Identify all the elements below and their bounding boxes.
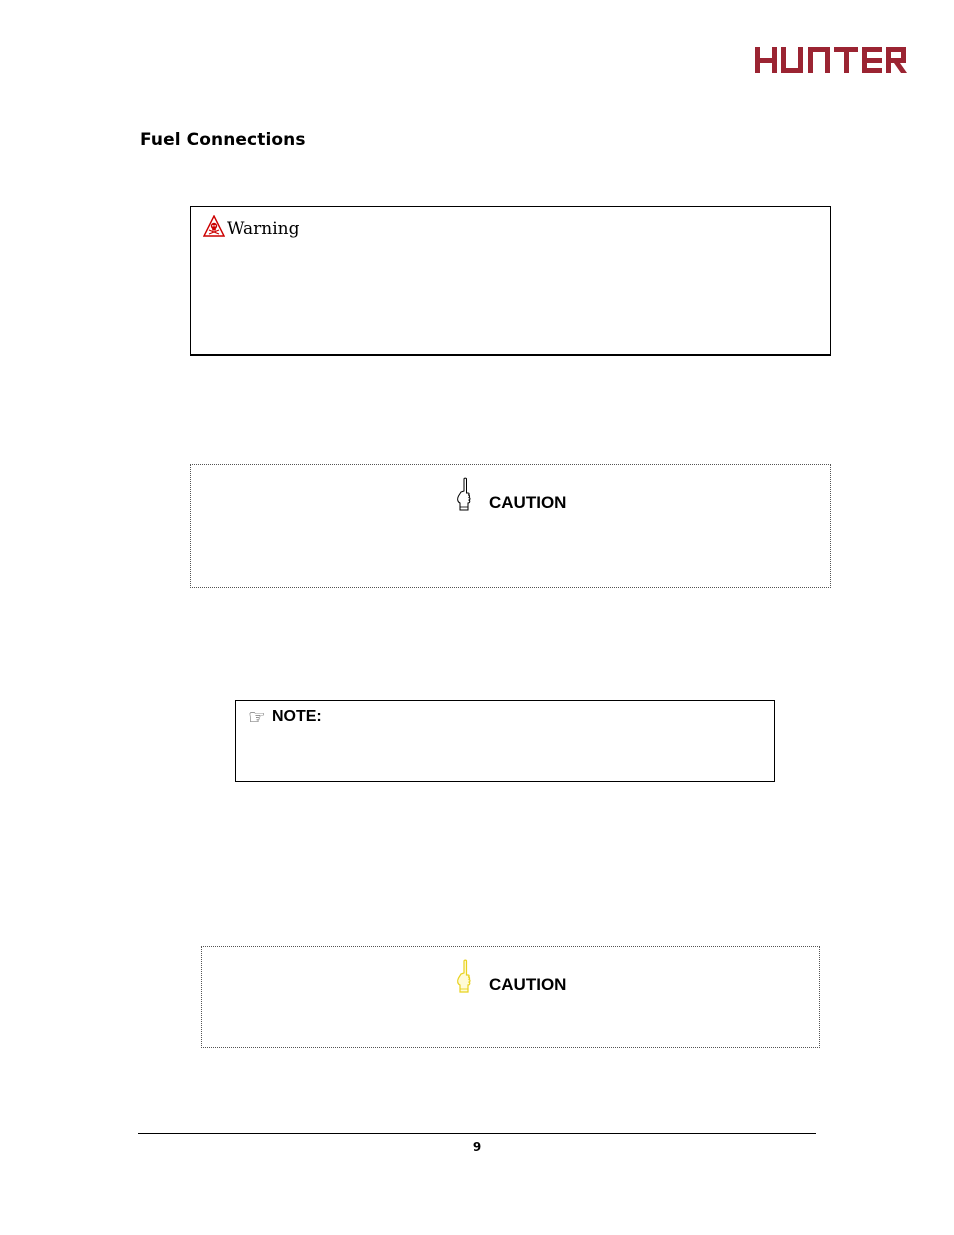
caution-box [190,464,831,588]
warning-header [203,215,299,239]
skull-warning-icon [203,215,225,239]
note-label: NOTE: [271,708,322,725]
pointing-finger-icon: ☞ [248,705,266,729]
pointing-hand-icon [455,959,477,995]
caution-label: CAUTION [489,493,567,512]
pointing-hand-icon [455,477,477,513]
page-number: 9 [472,1140,482,1154]
caution-header [455,477,566,513]
caution-box-2 [201,946,820,1048]
footer-divider [138,1133,816,1134]
warning-box [190,206,831,356]
hunter-logo-mark [755,44,908,76]
caution-label: CAUTION [489,975,567,994]
hunter-logo [755,44,908,76]
note-header [248,707,322,727]
note-box [235,700,775,782]
warning-label: Warning [227,219,300,239]
section-title: Fuel Connections [140,130,306,150]
caution-header [455,959,566,995]
